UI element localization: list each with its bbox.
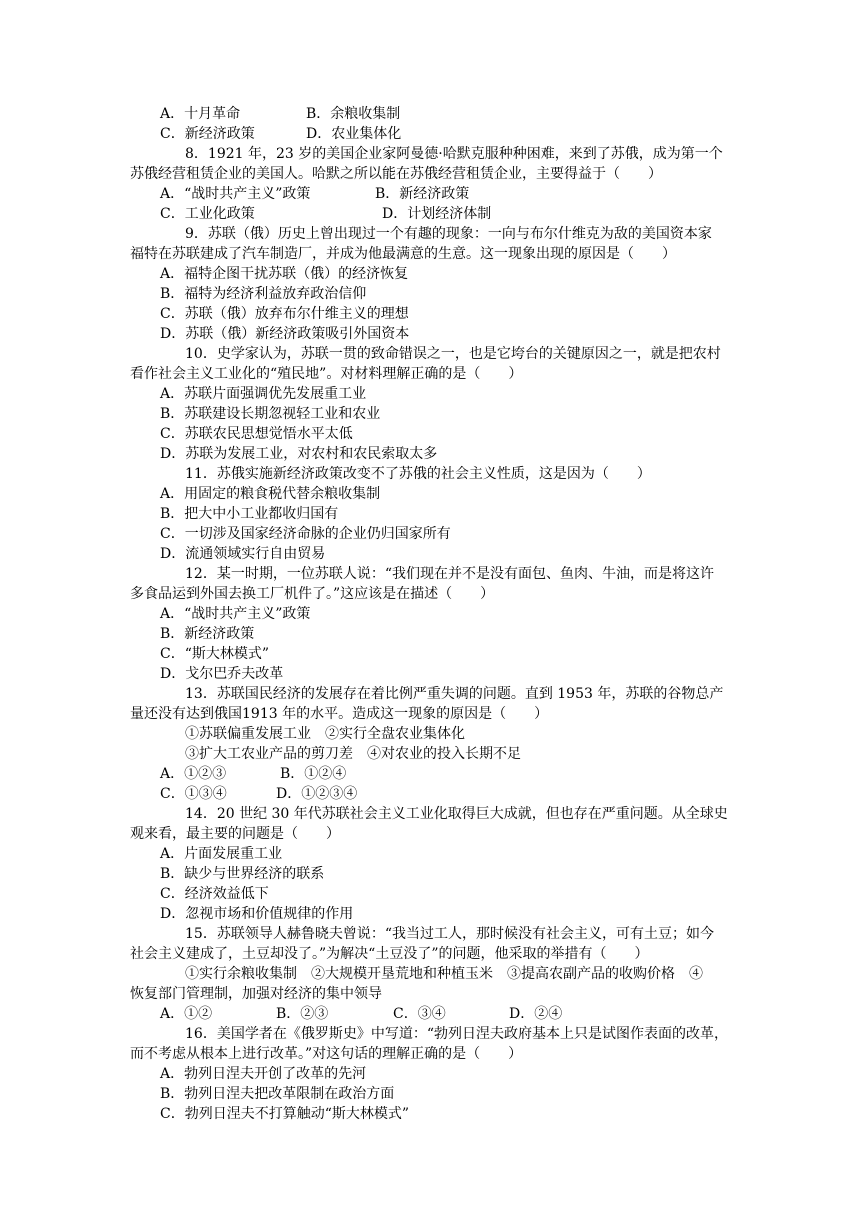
q15-option-c: C．③④ (393, 1006, 446, 1022)
q16-stem-line-1: 16．美国学者在《俄罗斯史》中写道：“勃列日涅夫政府基本上只是试图作表面的改革， (185, 1026, 728, 1042)
q16-option-a: A．勃列日涅夫开创了改革的先河 (160, 1066, 367, 1082)
q7-options-row-2 (160, 124, 401, 144)
q13-option-b: B．①②④ (280, 766, 347, 782)
q14-stem-line-2: 观来看，最主要的问题是（ ） (130, 826, 340, 842)
q15-item-line-1: ①实行余粮收集制 ②大规模开垦荒地和种植玉米 ③提高农副产品的收购价格 ④ (185, 966, 703, 982)
q11-option-c: C．一切涉及国家经济命脉的企业仍归国家所有 (160, 526, 451, 542)
q9-option-b: B．福特为经济利益放弃政治信仰 (160, 286, 367, 302)
q12-stem-line-2: 多食品运到外国去换工厂机件了。”这应该是在描述（ ） (130, 586, 495, 602)
q13-options-row-2 (160, 784, 357, 804)
q14-option-a: A．片面发展重工业 (160, 846, 283, 862)
q9-option-c: C．苏联（俄）放弃布尔什维主义的理想 (160, 306, 409, 322)
q14-option-c: C．经济效益低下 (160, 886, 269, 902)
q7-option-a: A．十月革命 (160, 106, 241, 122)
q10-option-b: B．苏联建设长期忽视轻工业和农业 (160, 406, 381, 422)
q12-option-b: B．新经济政策 (160, 626, 255, 642)
q15-options-row (160, 1004, 562, 1024)
q9-stem-line-2: 福特在苏联建成了汽车制造厂，并成为他最满意的生意。这一现象出现的原因是（ ） (130, 246, 676, 262)
q10-stem-line-2: 看作社会主义工业化的“殖民地”。对材料理解正确的是（ ） (130, 366, 523, 382)
q10-option-c: C．苏联农民思想觉悟水平太低 (160, 426, 353, 442)
q11-option-a: A．用固定的粮食税代替余粮收集制 (160, 486, 381, 502)
q13-item-line-2: ③扩大工农业产品的剪刀差 ④对农业的投入长期不足 (185, 746, 521, 762)
q16-option-b: B．勃列日涅夫把改革限制在政治方面 (160, 1086, 395, 1102)
q9-option-d: D．苏联（俄）新经济政策吸引外国资本 (160, 326, 410, 342)
q8-stem-line-1: 8．1921 年，23 岁的美国企业家阿曼德·哈默克服种种困难，来到了苏俄，成为第一个 (185, 146, 723, 162)
q13-options-row-1 (160, 764, 346, 784)
q8-option-a: A．“战时共产主义”政策 (160, 186, 311, 202)
q14-stem-line-1: 14．20 世纪 30 年代苏联社会主义工业化取得巨大成就，但也存在严重问题。从全球史 (185, 806, 728, 822)
q12-option-c: C．“斯大林模式” (160, 646, 270, 662)
q8-stem-line-2: 苏俄经营租赁企业的美国人。哈默之所以能在苏俄经营租赁企业，主要得益于（ ） (130, 166, 662, 182)
q8-option-c: C．工业化政策 (160, 206, 255, 222)
q7-option-c: C．新经济政策 (160, 126, 255, 142)
q13-stem-line-1: 13．苏联国民经济的发展存在着比例严重失调的问题。直到 1953 年，苏联的谷物总产 (185, 686, 724, 702)
q12-stem-line-1: 12．某一时期，一位苏联人说：“我们现在并不是没有面包、鱼肉、牛油，而是将这许 (185, 566, 714, 582)
q15-option-d: D．②④ (509, 1006, 563, 1022)
q14-option-d: D．忽视市场和价值规律的作用 (160, 906, 354, 922)
q15-stem-line-2: 社会主义建成了，土豆却没了。”为解决“土豆没了”的问题，他采取的举措有（ ） (130, 946, 649, 962)
q12-option-a: A．“战时共产主义”政策 (160, 606, 311, 622)
q9-stem-line-1: 9．苏联（俄）历史上曾出现过一个有趣的现象：一向与布尔什维克为敌的美国资本家 (185, 226, 712, 242)
q8-option-b: B．新经济政策 (375, 186, 470, 202)
q13-option-d: D．①②③④ (276, 786, 358, 802)
q16-stem-line-2: 而不考虑从根本上进行改革。”对这句话的理解正确的是（ ） (130, 1046, 523, 1062)
q15-stem-line-1: 15．苏联领导人赫鲁晓夫曾说：“我当过工人，那时候没有社会主义，可有土豆；如今 (185, 926, 714, 942)
q10-stem-line-1: 10．史学家认为，苏联一贯的致命错误之一，也是它垮台的关键原因之一，就是把农村 (185, 346, 721, 362)
q10-option-d: D．苏联为发展工业，对农村和农民索取太多 (160, 446, 438, 462)
q8-options-row-2 (160, 204, 491, 224)
q7-options-row-1 (160, 104, 400, 124)
q11-option-b: B．把大中小工业都收归国有 (160, 506, 339, 522)
q14-option-b: B．缺少与世界经济的联系 (160, 866, 325, 882)
q7-option-b: B．余粮收集制 (306, 106, 401, 122)
q11-option-d: D．流通领域实行自由贸易 (160, 546, 326, 562)
q15-option-a: A．①② (160, 1006, 213, 1022)
q11-stem: 11．苏俄实施新经济政策改变不了苏俄的社会主义性质，这是因为（ ） (185, 466, 651, 482)
q13-option-c: C．①③④ (160, 786, 227, 802)
q7-option-d: D．农业集体化 (306, 126, 402, 142)
q13-stem-line-2: 量还没有达到俄国1913 年的水平。造成这一现象的原因是（ ） (130, 706, 549, 722)
q10-option-a: A．苏联片面强调优先发展重工业 (160, 386, 367, 402)
q12-option-d: D．戈尔巴乔夫改革 (160, 666, 284, 682)
q9-option-a: A．福特企图干扰苏联（俄）的经济恢复 (160, 266, 409, 282)
q13-item-line-1: ①苏联偏重发展工业 ②实行全盘农业集体化 (185, 726, 465, 742)
q8-options-row-1 (160, 184, 469, 204)
q15-item-line-2: 恢复部门管理制，加强对经济的集中领导 (130, 986, 382, 1002)
q13-option-a: A．①②③ (160, 766, 227, 782)
q15-option-b: B．②③ (276, 1006, 329, 1022)
q16-option-c: C．勃列日涅夫不打算触动“斯大林模式” (160, 1106, 410, 1122)
q8-option-d: D．计划经济体制 (382, 206, 492, 222)
